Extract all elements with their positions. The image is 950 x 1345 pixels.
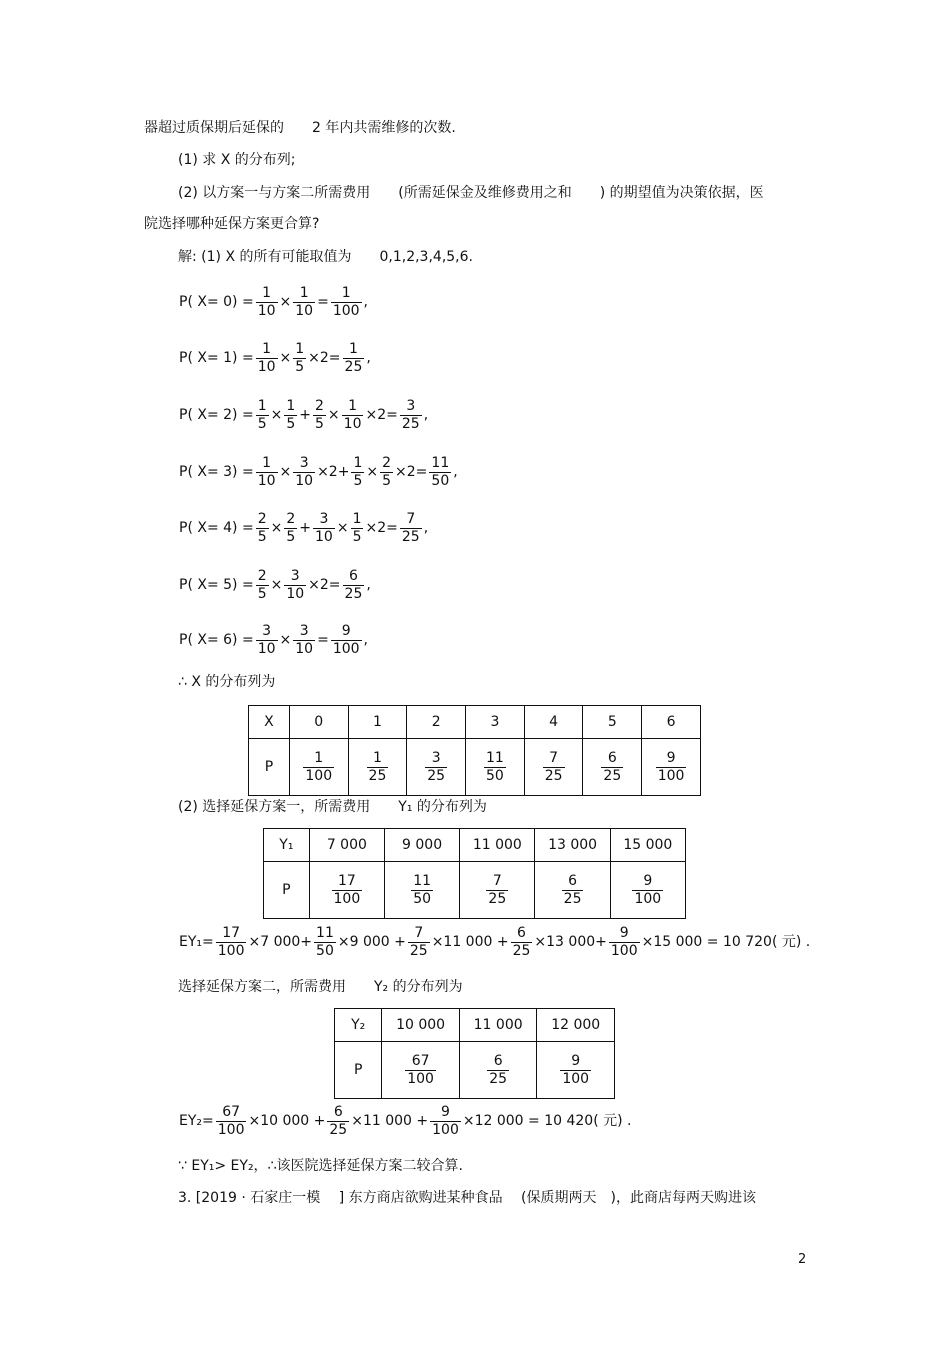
numerator: 1 <box>349 340 358 357</box>
denominator: 100 <box>407 1070 434 1087</box>
operator: × <box>270 407 283 423</box>
fraction <box>293 623 315 658</box>
denominator: 10 <box>315 528 333 545</box>
ey1-equation <box>178 922 811 962</box>
fraction <box>351 511 364 546</box>
numerator: 7 <box>549 749 559 766</box>
denominator: 5 <box>257 585 267 602</box>
denominator: 100 <box>332 302 360 319</box>
plan1-text: (2) 选择延保方案一，所需费用 Y₁ 的分布列为 <box>178 799 487 815</box>
operator: ×9 000 + <box>337 934 406 950</box>
operator: ×2= <box>365 407 398 423</box>
operator: ×2= <box>365 520 398 536</box>
table-header-cell: Y₂ <box>335 1009 382 1042</box>
denominator: 10 <box>343 415 362 432</box>
numerator: 3 <box>290 567 300 584</box>
operator: + <box>299 407 311 423</box>
probability-cell <box>407 739 466 796</box>
fraction <box>256 455 278 490</box>
punct: , <box>423 407 429 423</box>
denominator: 10 <box>295 640 314 657</box>
probability-row <box>335 1042 615 1099</box>
fraction <box>411 873 433 908</box>
denominator: 5 <box>295 358 305 375</box>
value-cell: 2 <box>407 706 466 739</box>
denominator: 50 <box>413 890 432 907</box>
numerator: 7 <box>492 872 502 889</box>
denominator: 50 <box>316 942 334 959</box>
fraction <box>327 1104 349 1139</box>
punct: , <box>363 294 368 310</box>
fraction <box>331 623 362 658</box>
fraction <box>632 873 663 908</box>
numerator: 2 <box>286 510 296 527</box>
numerator: 17 <box>222 924 241 941</box>
numerator: 1 <box>262 340 272 357</box>
fraction <box>367 750 389 785</box>
probability-cell <box>642 739 701 796</box>
fraction <box>256 398 269 433</box>
numerator: 1 <box>262 454 272 471</box>
denominator: 5 <box>315 415 324 432</box>
numerator: 1 <box>295 340 305 357</box>
operator: ×11 000 + <box>351 1113 429 1129</box>
numerator: 3 <box>299 454 309 471</box>
probability-equation <box>178 565 372 605</box>
numerator: 1 <box>341 284 351 301</box>
x-distribution-table <box>248 705 701 796</box>
denominator: 10 <box>257 640 276 657</box>
punct: , <box>366 350 371 366</box>
value-row <box>249 706 701 739</box>
probability-cell <box>289 739 348 796</box>
fraction <box>332 873 363 908</box>
probability-cell <box>384 862 459 919</box>
probability-cell <box>309 862 384 919</box>
fraction <box>484 750 506 785</box>
therefore-x: ∴ X 的分布列为 <box>178 674 276 690</box>
equation-lhs: EY₁= <box>179 934 214 950</box>
value-cell: 0 <box>289 706 348 739</box>
numerator: 2 <box>315 397 324 414</box>
operator: = <box>317 632 329 648</box>
numerator: 1 <box>257 397 267 414</box>
denominator: 5 <box>257 528 267 545</box>
table-header-cell: X <box>249 706 290 739</box>
numerator: 6 <box>349 567 358 584</box>
fraction <box>609 925 640 960</box>
denominator: 50 <box>485 767 504 784</box>
operator: × <box>270 577 283 593</box>
table-header-cell: P <box>249 739 290 796</box>
equation-lhs: P( X= 1) = <box>179 350 254 366</box>
fraction <box>256 568 269 603</box>
denominator: 100 <box>217 1121 245 1138</box>
probability-cell <box>524 739 583 796</box>
fraction <box>560 1053 591 1088</box>
equation-lhs: P( X= 6) = <box>179 632 254 648</box>
probability-equation <box>178 508 429 548</box>
numerator: 6 <box>607 749 617 766</box>
fraction <box>400 511 422 546</box>
numerator: 9 <box>619 924 629 941</box>
denominator: 25 <box>344 585 363 602</box>
denominator: 25 <box>409 942 428 959</box>
numerator: 17 <box>337 872 356 889</box>
numerator: 3 <box>319 510 329 527</box>
operator: ×2+ <box>317 464 350 480</box>
value-cell: 9 000 <box>384 829 459 862</box>
fraction <box>313 511 335 546</box>
denominator: 10 <box>257 472 276 489</box>
numerator: 1 <box>353 454 363 471</box>
denominator: 25 <box>603 767 622 784</box>
numerator: 6 <box>493 1052 503 1069</box>
fraction <box>284 511 297 546</box>
denominator: 50 <box>431 472 450 489</box>
fraction <box>380 455 393 490</box>
denominator: 5 <box>352 528 362 545</box>
fraction <box>429 455 451 490</box>
numerator: 9 <box>341 622 351 639</box>
plan2-text: 选择延保方案二，所需费用 Y₂ 的分布列为 <box>178 979 463 995</box>
table-header-cell: Y₁ <box>264 829 310 862</box>
numerator: 7 <box>414 924 424 941</box>
denominator: 100 <box>610 942 638 959</box>
value-cell: 11 000 <box>459 1009 537 1042</box>
fraction <box>511 925 533 960</box>
denominator: 10 <box>295 302 314 319</box>
equation-lhs: P( X= 4) = <box>179 520 254 536</box>
probability-cell <box>583 739 642 796</box>
table-header-cell: P <box>264 862 310 919</box>
fraction <box>293 341 306 376</box>
numerator: 3 <box>431 749 441 766</box>
fraction <box>284 398 297 433</box>
numerator: 9 <box>666 749 676 766</box>
denominator: 25 <box>401 528 420 545</box>
denominator: 10 <box>257 358 276 375</box>
fraction <box>430 1104 461 1139</box>
numerator: 1 <box>299 284 309 301</box>
numerator: 1 <box>348 397 358 414</box>
operator: × <box>279 632 292 648</box>
operator: ×7 000+ <box>248 934 313 950</box>
numerator: 9 <box>441 1103 450 1120</box>
question-1: (1) 求 X 的分布列; <box>178 152 296 168</box>
operator: ×2= <box>308 577 341 593</box>
probability-row <box>249 739 701 796</box>
fraction <box>293 285 315 320</box>
numerator: 67 <box>222 1103 241 1120</box>
probability-cell <box>459 1042 537 1099</box>
punct: , <box>366 577 371 593</box>
fraction <box>425 750 447 785</box>
value-cell: 3 <box>466 706 525 739</box>
table-header-cell: P <box>335 1042 382 1099</box>
equation-lhs: P( X= 5) = <box>179 577 254 593</box>
operator: ×2= <box>308 350 341 366</box>
denominator: 10 <box>286 585 305 602</box>
operator: × <box>279 294 292 310</box>
value-row <box>264 829 686 862</box>
denominator: 100 <box>634 890 662 907</box>
fraction <box>400 398 422 433</box>
fraction <box>314 925 336 960</box>
numerator: 1 <box>262 284 272 301</box>
denominator: 100 <box>562 1070 590 1087</box>
probability-cell <box>382 1042 460 1099</box>
denominator: 25 <box>488 890 507 907</box>
denominator: 5 <box>353 472 363 489</box>
numerator: 9 <box>571 1052 581 1069</box>
probability-equation <box>178 395 429 435</box>
value-cell: 7 000 <box>309 829 384 862</box>
value-cell: 4 <box>524 706 583 739</box>
operator: × <box>279 350 292 366</box>
numerator: 11 <box>413 872 432 889</box>
operator: ×15 000 = 10 720( 元) . <box>641 934 811 950</box>
value-cell: 6 <box>642 706 701 739</box>
solution-intro: 解: (1) X 的所有可能取值为 0,1,2,3,4,5,6. <box>178 249 473 265</box>
operator: ×12 000 = 10 420( 元) . <box>462 1113 632 1129</box>
denominator: 25 <box>401 415 420 432</box>
probability-cell <box>537 1042 615 1099</box>
probability-cell <box>348 739 407 796</box>
probability-equation <box>178 620 369 660</box>
value-cell: 13 000 <box>535 829 610 862</box>
denominator: 25 <box>329 1121 348 1138</box>
fraction <box>313 398 326 433</box>
punct: , <box>423 520 429 536</box>
denominator: 10 <box>257 302 276 319</box>
fraction <box>487 1053 509 1088</box>
value-cell: 15 000 <box>610 829 685 862</box>
ey2-equation <box>178 1101 632 1141</box>
fraction <box>351 455 364 490</box>
numerator: 1 <box>286 397 296 414</box>
value-cell: 12 000 <box>537 1009 615 1042</box>
denominator: 100 <box>432 1121 459 1138</box>
probability-equation <box>178 452 459 492</box>
numerator: 2 <box>257 510 267 527</box>
operator: ×13 000+ <box>534 934 607 950</box>
denominator: 25 <box>563 890 582 907</box>
numerator: 11 <box>431 454 450 471</box>
probability-equation <box>178 338 372 378</box>
conclusion: ∵ EY₁> EY₂，∴该医院选择延保方案二较合算. <box>178 1158 463 1174</box>
operator: × <box>327 407 340 423</box>
numerator: 3 <box>406 397 416 414</box>
denominator: 100 <box>217 942 245 959</box>
punct: , <box>363 632 368 648</box>
fraction <box>343 568 365 603</box>
denominator: 5 <box>286 415 296 432</box>
value-row <box>335 1009 615 1042</box>
equation-lhs: EY₂= <box>179 1113 214 1129</box>
probability-cell <box>610 862 685 919</box>
fraction <box>601 750 623 785</box>
denominator: 25 <box>368 767 387 784</box>
question-2: (2) 以方案一与方案二所需费用 (所需延保金及维修费用之和 ) 的期望值为决策依据，医 <box>178 185 764 201</box>
fraction <box>408 925 430 960</box>
fraction <box>256 511 269 546</box>
denominator: 5 <box>286 528 296 545</box>
fraction <box>331 285 362 320</box>
operator: × <box>270 520 283 536</box>
denominator: 25 <box>344 358 363 375</box>
fraction <box>405 1053 436 1088</box>
fraction <box>303 750 334 785</box>
probability-cell <box>535 862 610 919</box>
numerator: 6 <box>568 872 578 889</box>
operator: × <box>279 464 292 480</box>
fraction <box>562 873 584 908</box>
denominator: 100 <box>305 767 333 784</box>
numerator: 11 <box>316 924 334 941</box>
denominator: 100 <box>332 640 360 657</box>
fraction <box>216 1104 247 1139</box>
fraction <box>256 285 278 320</box>
numerator: 7 <box>406 510 416 527</box>
probability-row <box>264 862 686 919</box>
denominator: 25 <box>427 767 446 784</box>
denominator: 5 <box>257 415 267 432</box>
value-cell: 10 000 <box>382 1009 460 1042</box>
operator: × <box>366 464 379 480</box>
probability-cell <box>460 862 535 919</box>
fraction <box>543 750 565 785</box>
fraction <box>256 623 278 658</box>
fraction <box>256 341 278 376</box>
operator: ×11 000 + <box>431 934 509 950</box>
value-cell: 11 000 <box>460 829 535 862</box>
page-number: 2 <box>798 1252 807 1267</box>
denominator: 5 <box>382 472 392 489</box>
numerator: 3 <box>262 622 272 639</box>
equation-lhs: P( X= 3) = <box>179 464 254 480</box>
numerator: 3 <box>299 622 309 639</box>
fraction <box>342 398 364 433</box>
denominator: 25 <box>512 942 531 959</box>
numerator: 2 <box>382 454 392 471</box>
operator: × <box>336 520 349 536</box>
numerator: 6 <box>333 1103 343 1120</box>
denominator: 10 <box>295 472 314 489</box>
equation-lhs: P( X= 2) = <box>179 407 254 423</box>
numerator: 6 <box>517 924 526 941</box>
probability-equation <box>178 282 369 322</box>
numerator: 9 <box>643 872 653 889</box>
fraction <box>656 750 687 785</box>
numerator: 1 <box>352 510 362 527</box>
fraction <box>486 873 508 908</box>
denominator: 100 <box>333 890 361 907</box>
intro-line: 器超过质保期后延保的 2 年内共需维修的次数. <box>144 120 456 136</box>
y2-distribution-table <box>334 1008 615 1099</box>
fraction <box>343 341 365 376</box>
question-2-cont: 院选择哪种延保方案更合算? <box>144 216 320 232</box>
numerator: 11 <box>485 749 504 766</box>
probability-cell <box>466 739 525 796</box>
y1-distribution-table <box>263 828 686 919</box>
fraction <box>293 455 315 490</box>
operator: ×2= <box>395 464 428 480</box>
equation-lhs: P( X= 0) = <box>179 294 254 310</box>
denominator: 25 <box>489 1070 508 1087</box>
punct: , <box>453 464 458 480</box>
denominator: 25 <box>544 767 563 784</box>
operator: ×10 000 + <box>248 1113 326 1129</box>
value-cell: 5 <box>583 706 642 739</box>
numerator: 67 <box>411 1052 430 1069</box>
fraction <box>216 925 247 960</box>
operator: = <box>317 294 329 310</box>
denominator: 100 <box>657 767 685 784</box>
value-cell: 1 <box>348 706 407 739</box>
operator: + <box>299 520 311 536</box>
question-3: 3. [2019 · 石家庄一模 ] 东方商店欲购进某种食品 (保质期两天 )，此商店每两天购进该 <box>178 1190 756 1206</box>
numerator: 1 <box>373 749 382 766</box>
fraction <box>284 568 306 603</box>
numerator: 1 <box>314 749 324 766</box>
numerator: 2 <box>257 567 267 584</box>
